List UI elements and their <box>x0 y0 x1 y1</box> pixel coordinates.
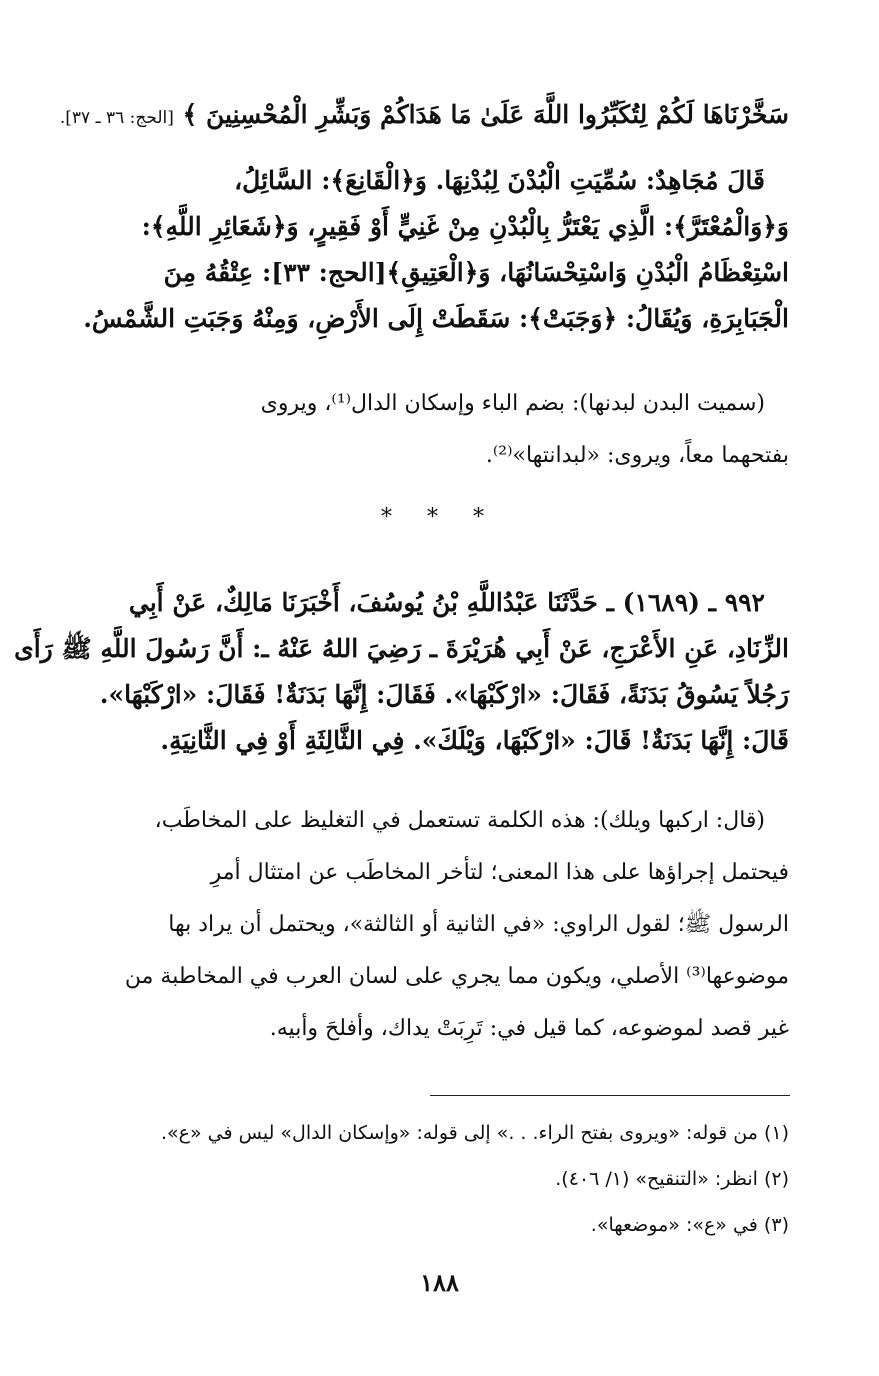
footnote-2: (٢) انظر: «التنقيح» (١/ ٤٠٦). <box>555 1168 789 1190</box>
verse-line <box>59 100 789 129</box>
footnote-3: (٣) في «ع»: «موضعها». <box>590 1214 789 1236</box>
text-line: الرسول ﷺ؛ لقول الراوي: «في الثانية أو الثالثة»، ويحتمل أن يراد بها <box>168 912 789 937</box>
commentary-paragraph-2 <box>68 795 789 1055</box>
verse-reference: [الحج: ٣٦ ـ ٣٧]. <box>59 108 174 128</box>
text-line: اسْتِعْظَامُ الْبُدْنِ وَاسْتِحْسَانُهَا، وَ﴿الْعَتِيقِ﴾[الحج: ٣٣]: عِتْقُهُ مِنَ <box>163 258 789 287</box>
verse-block <box>59 100 789 129</box>
text-line: الزِّنَادِ، عَنِ الأَعْرَجِ، عَنْ أَبِي هُرَيْرَةَ ـ رَضِيَ اللهُ عَنْهُ ـ: أَنَّ رَسُولَ اللَّهِ ﷺ رَأَى <box>14 634 789 663</box>
footnote-1: (١) من قوله: «ويروى بفتح الراء. . .» إلى قوله: «وإسكان الدال» ليس في «ع». <box>161 1122 789 1144</box>
hadith-paragraph <box>14 580 789 764</box>
text-line: قَالَ: إِنَّهَا بَدَنَةٌ! قَالَ: «ارْكَبْهَا، وَيْلَكَ». فِي الثَّالِثَةِ أَوْ فِي الثَّانِيَةِ. <box>160 726 789 755</box>
section-separator: * * * <box>381 505 498 530</box>
text-line: قَالَ مُجَاهِدٌ: سُمِّيَتِ الْبُدْنَ لِبُدْنِهَا. وَ﴿الْقَانِعَ﴾: السَّائِلُ، <box>234 166 765 195</box>
text-line: رَجُلاً يَسُوقُ بَدَنَةً، فَقَالَ: «ارْكَبْهَا». فَقَالَ: إِنَّهَا بَدَنَةٌ! فَقَالَ: «ارْكَبْهَا». <box>99 680 789 709</box>
text-line: الْجَبَابِرَةِ، وَيُقَالُ: ﴿وَجَبَتْ﴾: سَقَطَتْ إِلَى الأَرْضِ، وَمِنْهُ وَجَبَتِ الشَّمْسُ. <box>83 304 789 333</box>
text-line: (قال: اركبها ويلك): هذه الكلمة تستعمل في التغليظ على المخاطَب، <box>154 808 765 833</box>
verse-text: سَخَّرْنَاهَا لَكُمْ لِتُكَبِّرُوا اللَّهَ عَلَىٰ مَا هَدَاكُمْ وَبَشِّرِ الْمُحْسِنِينَ ﴾ <box>182 100 789 129</box>
text-line: وَ﴿وَالْمُعْتَرَّ﴾: الَّذِي يَعْتَرُّ بِالْبُدْنِ مِنْ غَنِيٍّ أَوْ فَقِيرٍ، وَ﴿شَعَائِرِ اللَّهِ﴾: <box>141 212 789 241</box>
page-number: ١٨٨ <box>420 1268 459 1297</box>
text-line: فيحتمل إجراؤها على هذا المعنى؛ لتأخر المخاطَب عن امتثال أمرِ <box>210 860 789 885</box>
text-line: ٩٩٢ ـ (١٦٨٩) ـ حَدَّثَنَا عَبْدُاللَّهِ بْنُ يُوسُفَ، أَخْبَرَنَا مَالِكٌ، عَنْ أَبِي <box>128 588 765 617</box>
text-line: موضوعها⁽³⁾ الأصلي، ويكون مما يجري على لسان العرب في المخاطبة من <box>124 964 789 989</box>
text-line: غير قصد لموضوعه، كما قيل في: تَرِبَتْ يداك، وأفلحَ وأبيه. <box>269 1016 789 1041</box>
commentary-paragraph-1 <box>68 378 789 482</box>
mujahid-paragraph <box>68 158 789 342</box>
text-line: بفتحهما معاً، ويروى: «لبدانتها»⁽²⁾. <box>485 443 789 468</box>
footnote-divider <box>430 1095 790 1096</box>
text-line: (سميت البدن لبدنها): بضم الباء وإسكان الدال⁽¹⁾، ويروى <box>260 391 765 416</box>
